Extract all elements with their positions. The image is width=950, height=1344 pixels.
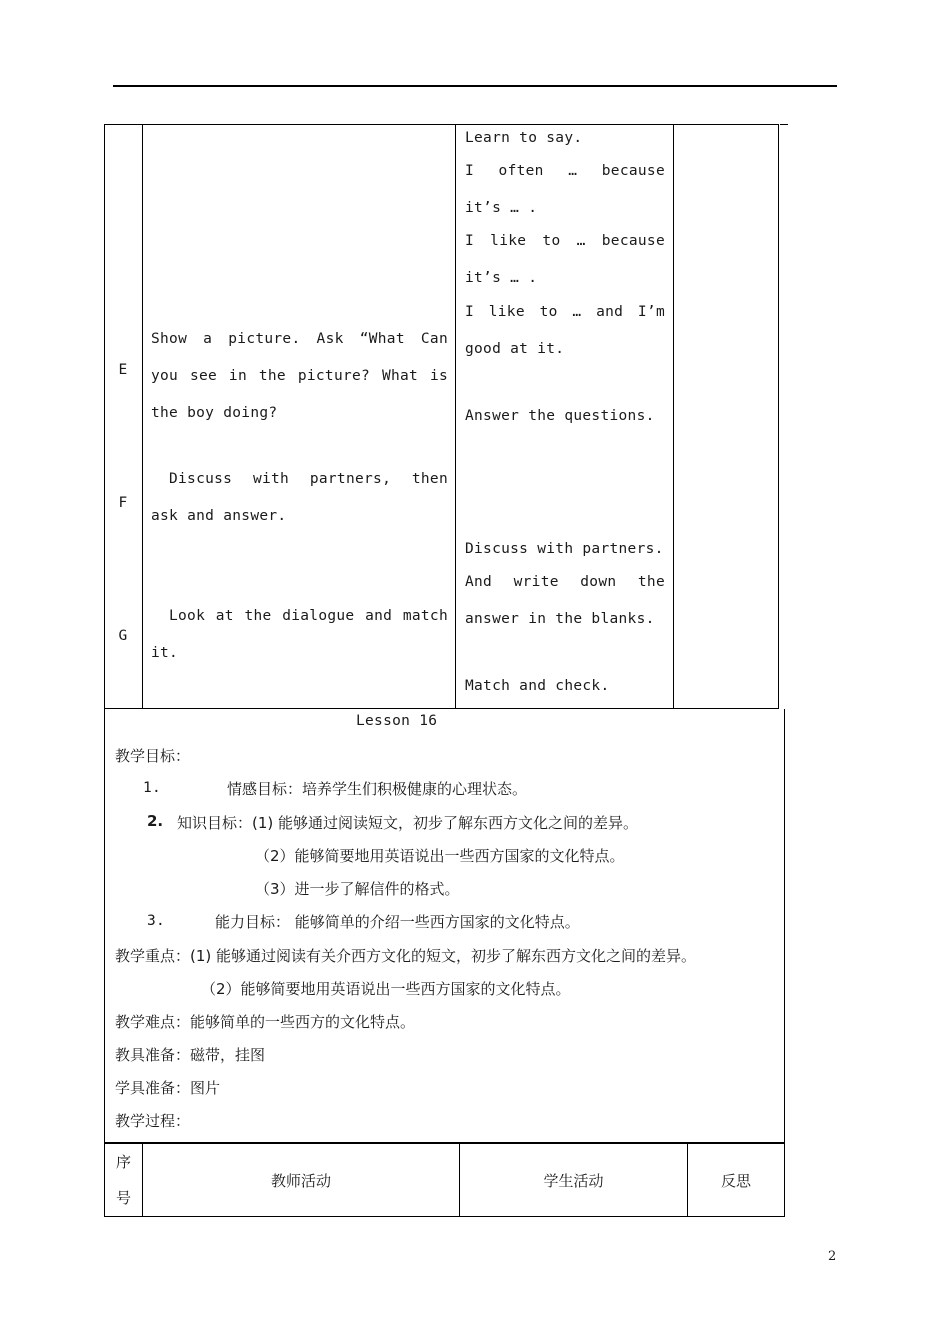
objective-1-number: 1.: [143, 780, 162, 796]
header-reflection: 反思: [720, 1171, 751, 1190]
objective-2-sub-3: （3）进一步了解信件的格式。: [255, 880, 460, 898]
objective-2-sub-2: （2）能够简要地用英语说出一些西方国家的文化特点。: [255, 847, 625, 865]
step-letter-f: F: [118, 495, 128, 511]
student-sentence-1b: it’s … .: [465, 200, 538, 216]
activity-table: [104, 124, 779, 709]
objective-1-text: 情感目标：培养学生们积极健康的心理状态。: [227, 780, 528, 798]
student-discuss-1: Discuss with partners.: [465, 541, 664, 557]
objective-3-number: 3.: [147, 913, 166, 929]
header-student-activity: 学生活动: [543, 1171, 604, 1190]
column-divider: [455, 125, 456, 708]
student-discuss-3: answer in the blanks.: [465, 611, 655, 627]
step-letter-g: G: [118, 628, 128, 644]
header-seq-1: 序: [115, 1153, 131, 1171]
student-sentence-2b: it’s … .: [465, 270, 538, 286]
step-letter-e: E: [118, 362, 128, 378]
difficulties: 教学难点：能够简单的一些西方的文化特点。: [115, 1013, 416, 1031]
process-heading: 教学过程：: [115, 1112, 191, 1130]
student-sentence-3b: good at it.: [465, 341, 565, 357]
student-match: Match and check.: [465, 678, 610, 694]
key-points: 教学重点：(1) 能够通过阅读有关介西方文化的短文，初步了解东西方文化之间的差异。: [115, 947, 697, 965]
objective-2-text: 知识目标：(1) 能够通过阅读短文，初步了解东西方文化之间的差异。: [177, 814, 639, 832]
student-learn: Learn to say.: [465, 130, 583, 146]
header-rule: [113, 85, 837, 87]
table-corner-mark: [780, 124, 788, 125]
key-points-2: （2）能够简要地用英语说出一些西方国家的文化特点。: [201, 980, 571, 998]
student-tools: 学具准备：图片: [115, 1079, 221, 1097]
teacher-activity-g: Look at the dialogue and match it.: [151, 608, 448, 661]
objectives-heading: 教学目标：: [115, 747, 191, 765]
header-teacher-activity: 教师活动: [270, 1171, 331, 1190]
student-sentence-2a: I like to … because: [465, 233, 665, 249]
teacher-activity-e: Show a picture. Ask “What Can you see in the picture? What is the boy doing?: [151, 331, 448, 421]
student-answer: Answer the questions.: [465, 408, 655, 424]
header-seq: [105, 1144, 142, 1216]
header-seq-2: 号: [115, 1189, 131, 1207]
process-table-header: [104, 1143, 785, 1217]
column-divider: [673, 125, 674, 708]
objective-3-text: 能力目标： 能够简单的介绍一些西方国家的文化特点。: [215, 913, 580, 931]
student-sentence-1a: I often … because: [465, 163, 665, 179]
teacher-tools: 教具准备：磁带，挂图: [115, 1046, 266, 1064]
page-number: 2: [828, 1249, 837, 1264]
teacher-activity-f: Discuss with partners, then ask and answer.: [151, 471, 448, 524]
lesson-title: Lesson 16: [356, 713, 438, 729]
student-discuss-2: And write down the: [465, 574, 665, 590]
objective-2-number: 2.: [147, 812, 164, 830]
lesson-plan-box: [104, 709, 785, 1143]
column-divider: [142, 125, 143, 708]
student-sentence-3a: I like to … and I’m: [465, 304, 665, 320]
